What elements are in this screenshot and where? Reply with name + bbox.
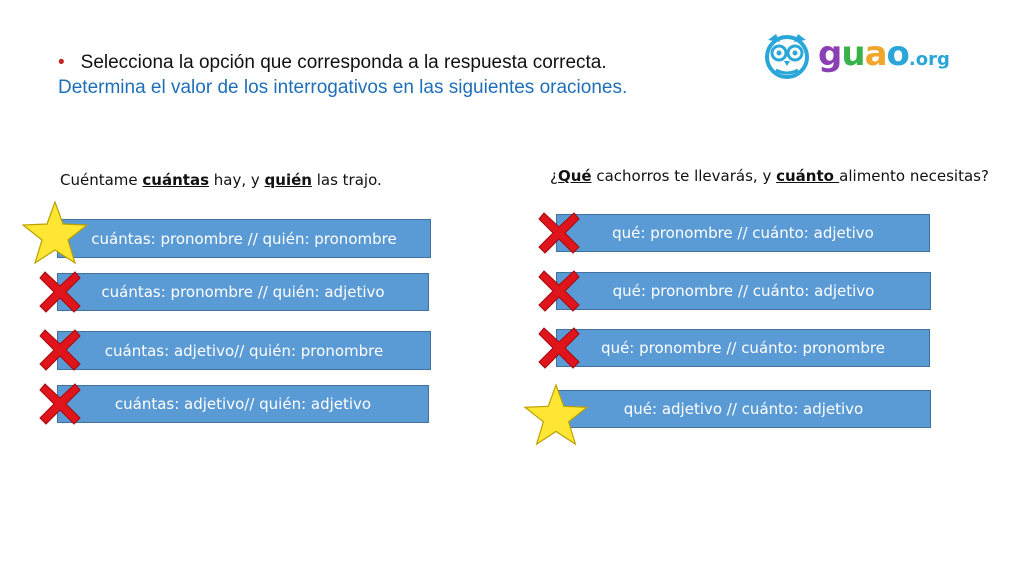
bullet: • bbox=[58, 52, 65, 73]
instruction-text: Selecciona la opción que corresponda a la respuesta correcta. bbox=[80, 52, 607, 73]
cross-icon bbox=[538, 326, 580, 370]
left-option-4[interactable]: cuántas: adjetivo// quién: adjetivo bbox=[57, 385, 429, 423]
owl-icon bbox=[762, 30, 812, 80]
cross-icon bbox=[39, 270, 81, 314]
guao-logo bbox=[762, 30, 950, 82]
right-question: ¿Qué cachorros te llevarás, y cuánto alimento necesitas? bbox=[550, 167, 989, 185]
right-option-2[interactable]: qué: pronombre // cuánto: adjetivo bbox=[556, 272, 931, 310]
left-option-1[interactable]: cuántas: pronombre // quién: pronombre bbox=[57, 219, 431, 258]
logo-wordmark: guao.org bbox=[818, 34, 950, 74]
subinstruction-text: Determina el valor de los interrogativos en las siguientes oraciones. bbox=[58, 77, 628, 98]
right-option-4[interactable]: qué: adjetivo // cuánto: adjetivo bbox=[556, 390, 931, 428]
left-option-3[interactable]: cuántas: adjetivo// quién: pronombre bbox=[57, 331, 431, 370]
left-option-2[interactable]: cuántas: pronombre // quién: adjetivo bbox=[57, 273, 429, 311]
right-option-3[interactable]: qué: pronombre // cuánto: pronombre bbox=[556, 329, 930, 367]
cross-icon bbox=[538, 211, 580, 255]
cross-icon bbox=[39, 382, 81, 426]
star-icon bbox=[522, 383, 590, 447]
instruction-line bbox=[58, 52, 607, 74]
star-icon bbox=[20, 200, 90, 266]
right-option-1[interactable]: qué: pronombre // cuánto: adjetivo bbox=[556, 214, 930, 252]
cross-icon bbox=[538, 269, 580, 313]
left-question: Cuéntame cuántas hay, y quién las trajo. bbox=[60, 171, 382, 189]
cross-icon bbox=[39, 328, 81, 372]
